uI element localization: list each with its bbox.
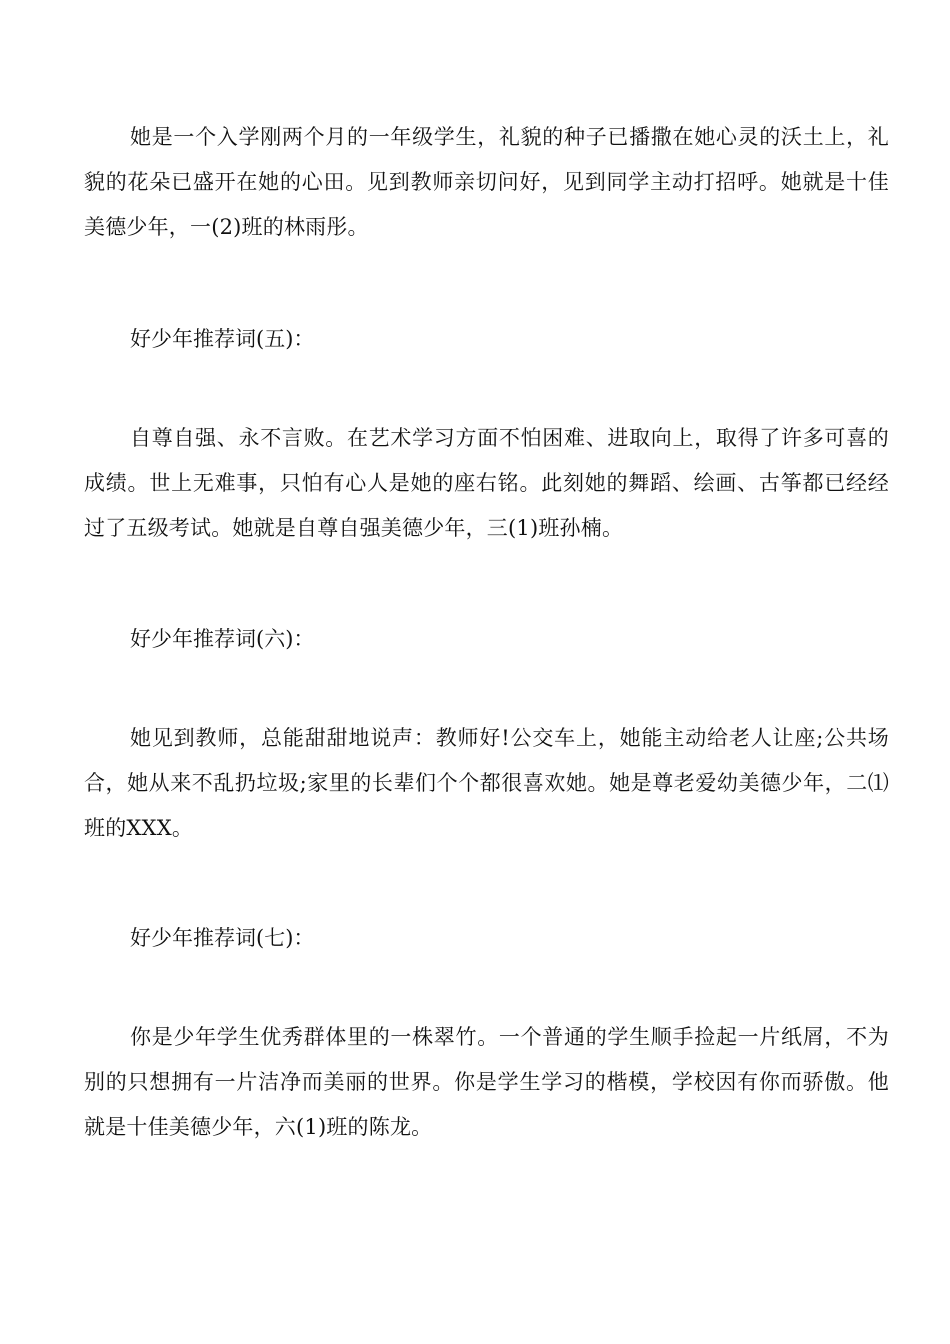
heading-recommendation-7 bbox=[84, 916, 889, 961]
paragraph-text: 自尊自强、永不言败。在艺术学习方面不怕困难、进取向上，取得了许多可喜的成绩。世上无难事，只怕有心人是她的座右铭。此刻她的舞蹈、绘画、古筝都已经经过了五级考试。她就是自尊自强美德少年，三(1)班孙楠。 bbox=[84, 426, 889, 540]
paragraph-text: 她是一个入学刚两个月的一年级学生，礼貌的种子已播撒在她心灵的沃土上，礼貌的花朵已盛开在她的心田。见到教师亲切问好，见到同学主动打招呼。她就是十佳美德少年，一(2)班的林雨彤。 bbox=[84, 125, 889, 239]
paragraph-text: 你是少年学生优秀群体里的一株翠竹。一个普通的学生顺手捡起一片纸屑，不为别的只想拥有一片洁净而美丽的世界。你是学生学习的楷模，学校因有你而骄傲。他就是十佳美德少年，六(1)班的陈龙。 bbox=[84, 1025, 889, 1139]
paragraph-sun-nan bbox=[84, 416, 889, 551]
heading-text: 好少年推荐词(五)： bbox=[130, 327, 315, 351]
heading-recommendation-6 bbox=[84, 617, 889, 662]
heading-text: 好少年推荐词(七)： bbox=[130, 926, 315, 950]
paragraph-lin-yutong bbox=[84, 115, 889, 250]
paragraph-text: 她见到教师，总能甜甜地说声：教师好!公交车上，她能主动给老人让座;公共场合，她从来不乱扔垃圾;家里的长辈们个个都很喜欢她。她是尊老爱幼美德少年，二⑴班的XXX。 bbox=[84, 726, 889, 840]
heading-recommendation-5 bbox=[84, 317, 889, 362]
paragraph-xxx bbox=[84, 716, 889, 851]
heading-text: 好少年推荐词(六)： bbox=[130, 627, 315, 651]
paragraph-chen-long bbox=[84, 1015, 889, 1150]
